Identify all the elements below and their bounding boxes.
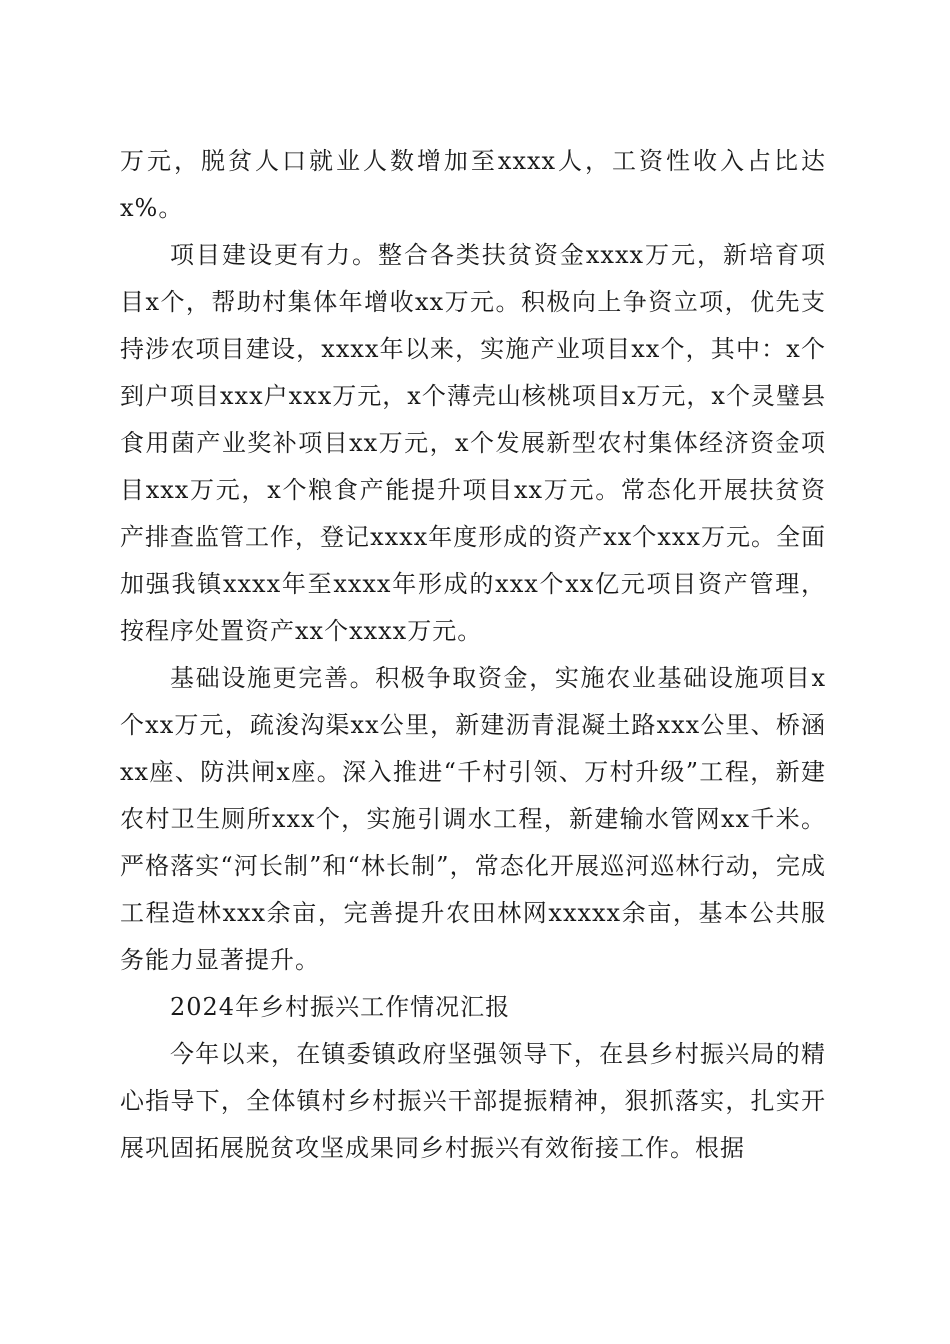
document-body [120, 138, 826, 1172]
paragraph-project-construction: 项目建设更有力。整合各类扶贫资金xxxx万元，新培育项目x个，帮助村集体年增收xx万元。积极向上争资立项，优先支持涉农项目建设，xxxx年以来，实施产业项目xx个，其中：x个到户项目xxx户xxx万元，x个薄壳山核桃项目x万元，x个灵璧县食用菌产业奖补项目xx万元，x个发展新型农村集体经济资金项目xxx万元，x个粮食产能提升项目xx万元。常态化开展扶贫资产排查监管工作，登记xxxx年度形成的资产xx个xxx万元。全面加强我镇xxxx年至xxxx年形成的xxx个xx亿元项目资产管理，按程序处置资产xx个xxxx万元。 [120, 241, 826, 645]
report-title: 2024年乡村振兴工作情况汇报 [170, 993, 511, 1021]
paragraph-infrastructure: 基础设施更完善。积极争取资金，实施农业基础设施项目x个xx万元，疏浚沟渠xx公里，新建沥青混凝土路xxx公里、桥涵xx座、防洪闸x座。深入推进“千村引领、万村升级”工程，新建农村卫生厕所xxx个，实施引调水工程，新建输水管网xx千米。严格落实“河长制”和“林长制”，常态化开展巡河巡林行动，完成工程造林xxx余亩，完善提升农田林网xxxxx余亩，基本公共服务能力显著提升。 [120, 664, 826, 974]
paragraph-continuation: 万元，脱贫人口就业人数增加至xxxx人，工资性收入占比达x%。 [120, 147, 826, 222]
paragraph-introduction: 今年以来，在镇委镇政府坚强领导下，在县乡村振兴局的精心指导下，全体镇村乡村振兴干部提振精神，狠抓落实，扎实开展巩固拓展脱贫攻坚成果同乡村振兴有效衔接工作。根据 [120, 1040, 826, 1162]
